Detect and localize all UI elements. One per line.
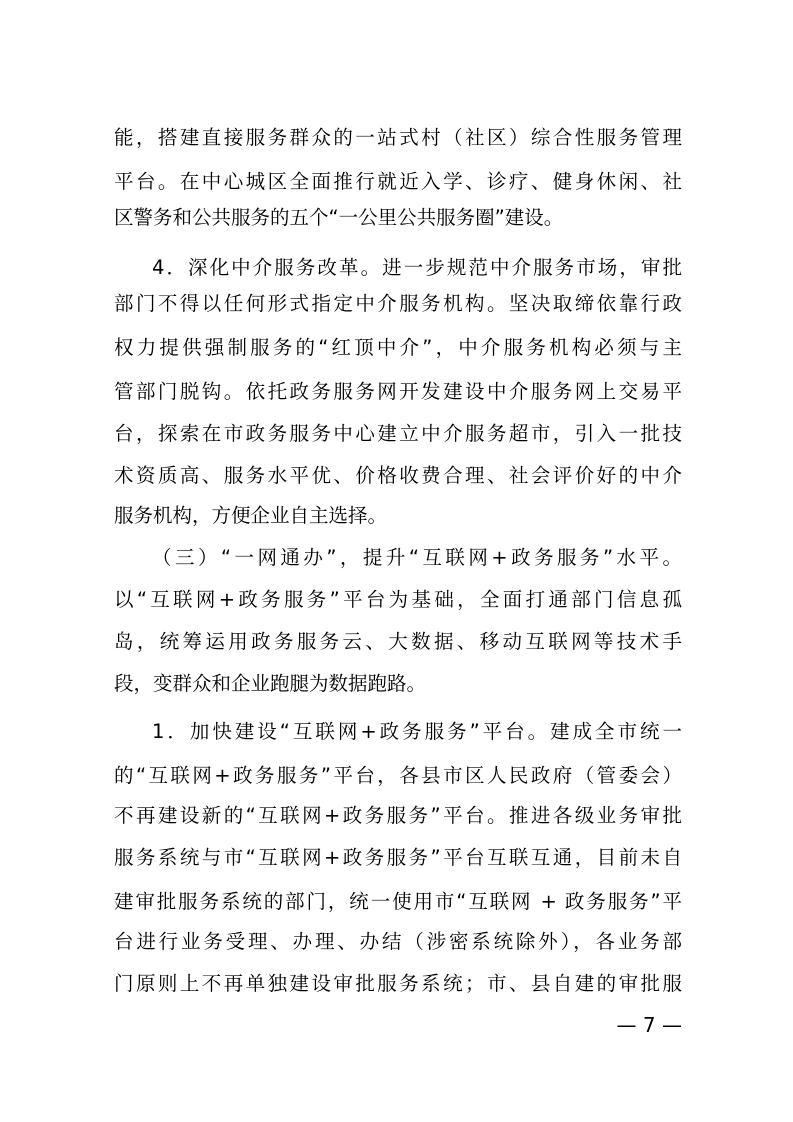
text-line: 以“互联网+政务服务”平台为基础，全面打通部门信息孤 xyxy=(114,588,682,611)
text-line: 台进行业务受理、办理、办结（涉密系统除外），各业务部 xyxy=(114,930,682,953)
text-line: 的“互联网+政务服务”平台，各县市区人民政府（管委会） xyxy=(114,764,682,787)
text-line: 管部门脱钩。依托政务服务网开发建设中介服务网上交易平 xyxy=(114,380,682,403)
text-line: 术资质高、服务水平优、价格收费合理、社会评价好的中介 xyxy=(114,464,682,487)
text-line: 部门不得以任何形式指定中介服务机构。坚决取缔依靠行政 xyxy=(114,292,682,315)
text-line: 能，搭建直接服务群众的一站式村（社区）综合性服务管理 xyxy=(114,126,682,149)
text-line: 门原则上不再单独建设审批服务系统；市、县自建的审批服 xyxy=(114,972,682,995)
page-number: — 7 — xyxy=(616,1013,682,1037)
text-line: 岛，统筹运用政务服务云、大数据、移动互联网等技术手 xyxy=(114,630,682,653)
text-line: 不再建设新的“互联网+政务服务”平台。推进各级业务审批 xyxy=(114,804,682,827)
text-line: 区警务和公共服务的五个“一公里公共服务圈”建设。 xyxy=(114,206,564,229)
text-line: 平台。在中心城区全面推行就近入学、诊疗、健身休闲、社 xyxy=(114,170,682,193)
text-line: 服务系统与市“互联网+政务服务”平台互联互通，目前未自 xyxy=(114,846,682,869)
text-line: 1．加快建设“互联网+政务服务”平台。建成全市统一 xyxy=(152,720,682,743)
text-line: 段，变群众和企业跑腿为数据跑路。 xyxy=(114,672,427,695)
text-line: 台，探索在市政务服务中心建立中介服务超市，引入一批技 xyxy=(114,422,682,445)
section-heading: （三）“一网通办”，提升“互联网+政务服务”水平。 xyxy=(152,546,682,569)
text-line: 4．深化中介服务改革。进一步规范中介服务市场，审批 xyxy=(152,256,682,279)
text-line: 权力提供强制服务的“红顶中介”，中介服务机构必须与主 xyxy=(114,336,682,359)
text-line: 服务机构，方便企业自主选择。 xyxy=(114,504,388,527)
text-line: 建审批服务系统的部门，统一使用市“互联网 + 政务服务”平 xyxy=(114,890,682,913)
